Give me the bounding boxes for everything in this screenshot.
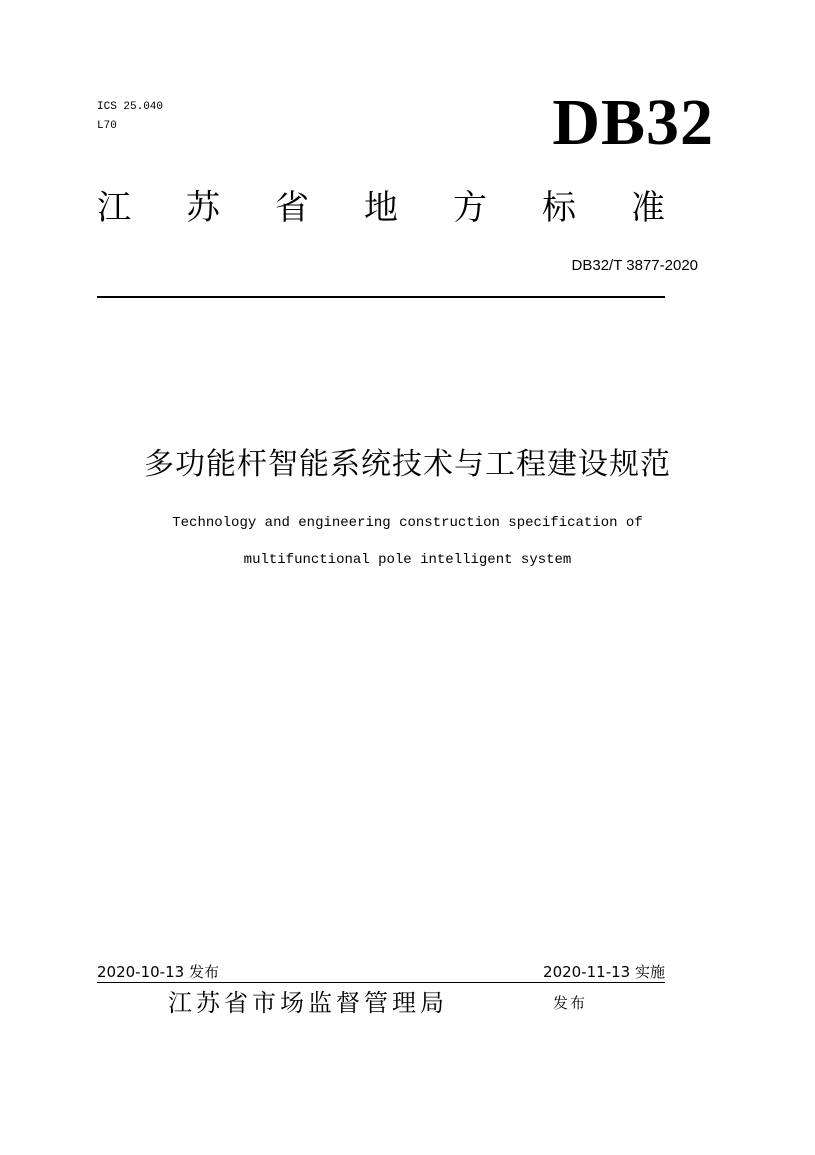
db32-logo: DB32: [552, 86, 714, 159]
implement-date: 2020-11-13 实施: [543, 963, 665, 981]
ics-code: ICS 25.040: [97, 101, 164, 113]
date-row: [97, 962, 665, 982]
issuing-authority: 江苏省市场监督管理局: [168, 989, 448, 1017]
standard-type-char: 标: [542, 188, 576, 228]
standard-number: DB32/T 3877-2020: [571, 257, 698, 274]
standard-type-char: 江: [97, 188, 131, 228]
footer-divider: [97, 982, 665, 983]
issuing-authority-suffix: 发布: [553, 994, 588, 1012]
title-english-line-1: Technology and engineering construction specification of: [172, 515, 643, 531]
publish-date: 2020-10-13 发布: [97, 963, 219, 981]
standard-type-char: 地: [364, 188, 398, 228]
standard-type-heading: [97, 186, 665, 230]
header-divider: [97, 296, 665, 298]
standard-type-char: 准: [631, 188, 665, 228]
standard-type-char: 苏: [186, 188, 220, 228]
standard-type-char: 省: [275, 188, 309, 228]
standard-type-char: 方: [453, 188, 487, 228]
title-english-line-2: multifunctional pole intelligent system: [243, 552, 572, 568]
title-chinese: 多功能杆智能系统技术与工程建设规范: [144, 447, 671, 482]
ccs-code: L70: [97, 120, 117, 132]
